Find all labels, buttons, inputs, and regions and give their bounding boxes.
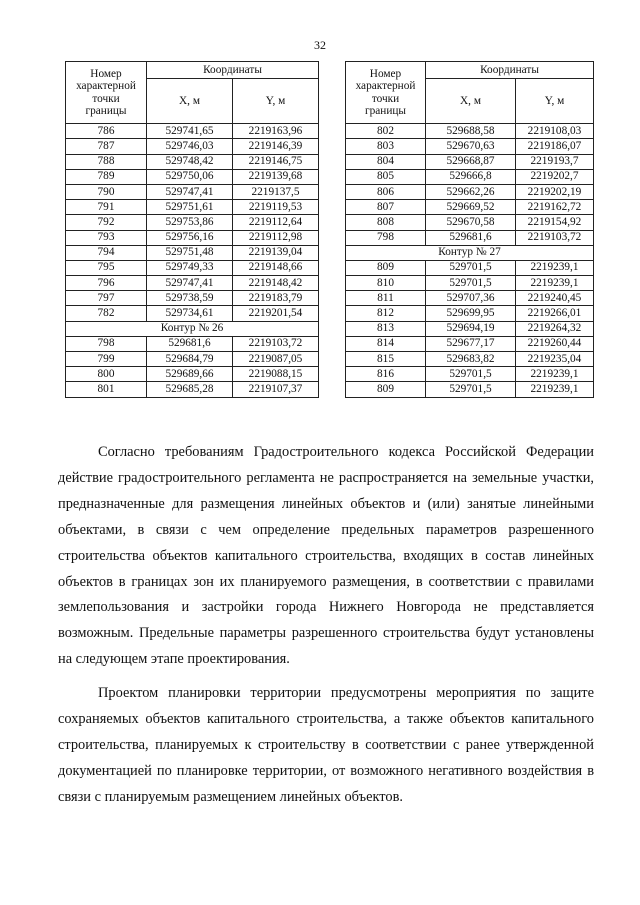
x-coordinate-cell: 529707,36 [426, 291, 516, 306]
point-number-cell: 816 [346, 367, 426, 382]
point-number-cell: 792 [66, 215, 147, 230]
y-coordinate-cell: 2219148,42 [233, 276, 319, 291]
table-row [346, 306, 594, 321]
y-coordinate-cell: 2219162,72 [516, 200, 594, 215]
header-x: X, м [147, 79, 233, 124]
y-coordinate-cell: 2219201,54 [233, 306, 319, 321]
point-number-cell: 814 [346, 336, 426, 351]
y-coordinate-cell: 2219240,45 [516, 291, 594, 306]
point-number-cell: 810 [346, 276, 426, 291]
x-coordinate-cell: 529753,86 [147, 215, 233, 230]
table-row [66, 382, 319, 397]
table-row [66, 184, 319, 199]
point-number-cell: 790 [66, 184, 147, 199]
page-number: 32 [314, 38, 326, 52]
x-coordinate-cell: 529670,63 [426, 139, 516, 154]
table-row [66, 336, 319, 351]
table-row [66, 124, 319, 139]
table-row [66, 230, 319, 245]
x-coordinate-cell: 529684,79 [147, 352, 233, 367]
point-number-cell: 791 [66, 200, 147, 215]
point-number-cell: 798 [346, 230, 426, 245]
y-coordinate-cell: 2219239,1 [516, 367, 594, 382]
x-coordinate-cell: 529689,66 [147, 367, 233, 382]
table-row [66, 245, 319, 260]
header-y: Y, м [516, 79, 594, 124]
table-body [346, 62, 594, 398]
x-coordinate-cell: 529670,58 [426, 215, 516, 230]
paragraph-protection-measures [58, 681, 594, 811]
y-coordinate-cell: 2219193,7 [516, 154, 594, 169]
point-number-cell: 796 [66, 276, 147, 291]
y-coordinate-cell: 2219266,01 [516, 306, 594, 321]
x-coordinate-cell: 529746,03 [147, 139, 233, 154]
header-coordinates: Координаты [147, 62, 319, 79]
contour-row [66, 321, 319, 336]
table-row [346, 169, 594, 184]
point-number-cell: 793 [66, 230, 147, 245]
point-number-cell: 800 [66, 367, 147, 382]
x-coordinate-cell: 529699,95 [426, 306, 516, 321]
x-coordinate-cell: 529756,16 [147, 230, 233, 245]
y-coordinate-cell: 2219139,04 [233, 245, 319, 260]
contour-label: Контур № 26 [66, 321, 319, 336]
x-coordinate-cell: 529666,8 [426, 169, 516, 184]
header-x: X, м [426, 79, 516, 124]
x-coordinate-cell: 529749,33 [147, 260, 233, 275]
point-number-cell: 797 [66, 291, 147, 306]
table-row [346, 184, 594, 199]
y-coordinate-cell: 2219146,39 [233, 139, 319, 154]
y-coordinate-cell: 2219239,1 [516, 260, 594, 275]
x-coordinate-cell: 529662,26 [426, 184, 516, 199]
table-row [66, 260, 319, 275]
table-row [346, 352, 594, 367]
y-coordinate-cell: 2219137,5 [233, 184, 319, 199]
x-coordinate-cell: 529738,59 [147, 291, 233, 306]
table-row [346, 215, 594, 230]
table-row [346, 382, 594, 397]
y-coordinate-cell: 2219119,53 [233, 200, 319, 215]
point-number-cell: 808 [346, 215, 426, 230]
y-coordinate-cell: 2219186,07 [516, 139, 594, 154]
point-number-cell: 803 [346, 139, 426, 154]
y-coordinate-cell: 2219239,1 [516, 382, 594, 397]
x-coordinate-cell: 529677,17 [426, 336, 516, 351]
y-coordinate-cell: 2219107,37 [233, 382, 319, 397]
table-row [66, 367, 319, 382]
paragraph-text: Согласно требованиям Градостроительного кодекса Российской Федерации действие градостроительного регламента не распространяется на земельные участки, предназначенные для размещения линейных объектов и (или) занятые линейными объектами, в связи с чем определение предельных параметров разрешенного строительства объектов капитального строительства, входящих в состав линейных объектов в границах зон их планируемого размещения, в соответствии с правилами землепользования и застройки города Нижнего Новгорода не представляется возможным. Предельные параметры разрешенного строительства будут установлены на следующем этапе проектирования. [58, 444, 594, 668]
table-row [346, 154, 594, 169]
y-coordinate-cell: 2219239,1 [516, 276, 594, 291]
y-coordinate-cell: 2219103,72 [233, 336, 319, 351]
y-coordinate-cell: 2219183,79 [233, 291, 319, 306]
x-coordinate-cell: 529683,82 [426, 352, 516, 367]
x-coordinate-cell: 529669,52 [426, 200, 516, 215]
table-row [346, 124, 594, 139]
table-body [66, 62, 319, 398]
y-coordinate-cell: 2219163,96 [233, 124, 319, 139]
header-point-number: Номер характерной точки границы [346, 62, 426, 124]
header-point-number: Номер характерной точки границы [66, 62, 147, 124]
table-row [346, 291, 594, 306]
point-number-cell: 789 [66, 169, 147, 184]
y-coordinate-cell: 2219146,75 [233, 154, 319, 169]
y-coordinate-cell: 2219087,05 [233, 352, 319, 367]
table-row [66, 200, 319, 215]
table-row [346, 230, 594, 245]
y-coordinate-cell: 2219139,68 [233, 169, 319, 184]
point-number-cell: 801 [66, 382, 147, 397]
coordinates-table-right [345, 61, 594, 398]
table-row [346, 367, 594, 382]
x-coordinate-cell: 529741,65 [147, 124, 233, 139]
point-number-cell: 788 [66, 154, 147, 169]
table-row [346, 139, 594, 154]
point-number-cell: 805 [346, 169, 426, 184]
y-coordinate-cell: 2219103,72 [516, 230, 594, 245]
point-number-cell: 795 [66, 260, 147, 275]
y-coordinate-cell: 2219108,03 [516, 124, 594, 139]
table-row [346, 321, 594, 336]
x-coordinate-cell: 529681,6 [147, 336, 233, 351]
y-coordinate-cell: 2219148,66 [233, 260, 319, 275]
y-coordinate-cell: 2219112,98 [233, 230, 319, 245]
table-header-row [66, 62, 319, 79]
table-row [66, 306, 319, 321]
point-number-cell: 812 [346, 306, 426, 321]
x-coordinate-cell: 529694,19 [426, 321, 516, 336]
x-coordinate-cell: 529748,42 [147, 154, 233, 169]
x-coordinate-cell: 529747,41 [147, 276, 233, 291]
table-row [66, 276, 319, 291]
point-number-cell: 794 [66, 245, 147, 260]
x-coordinate-cell: 529688,58 [426, 124, 516, 139]
point-number-cell: 815 [346, 352, 426, 367]
contour-row [346, 245, 594, 260]
x-coordinate-cell: 529751,61 [147, 200, 233, 215]
point-number-cell: 798 [66, 336, 147, 351]
point-number-cell: 809 [346, 382, 426, 397]
y-coordinate-cell: 2219202,19 [516, 184, 594, 199]
paragraph-regulation [58, 440, 594, 673]
point-number-cell: 809 [346, 260, 426, 275]
point-number-cell: 782 [66, 306, 147, 321]
table-row [66, 139, 319, 154]
contour-label: Контур № 27 [346, 245, 594, 260]
table-row [66, 352, 319, 367]
point-number-cell: 813 [346, 321, 426, 336]
x-coordinate-cell: 529734,61 [147, 306, 233, 321]
y-coordinate-cell: 2219154,92 [516, 215, 594, 230]
table-row [66, 169, 319, 184]
x-coordinate-cell: 529701,5 [426, 276, 516, 291]
x-coordinate-cell: 529701,5 [426, 382, 516, 397]
point-number-cell: 786 [66, 124, 147, 139]
table-row [346, 276, 594, 291]
coordinates-table-left [65, 61, 319, 398]
y-coordinate-cell: 2219088,15 [233, 367, 319, 382]
table-row [66, 154, 319, 169]
table-row [346, 260, 594, 275]
point-number-cell: 787 [66, 139, 147, 154]
x-coordinate-cell: 529701,5 [426, 367, 516, 382]
point-number-cell: 799 [66, 352, 147, 367]
x-coordinate-cell: 529751,48 [147, 245, 233, 260]
x-coordinate-cell: 529668,87 [426, 154, 516, 169]
table-row [66, 291, 319, 306]
point-number-cell: 802 [346, 124, 426, 139]
paragraph-text: Проектом планировки территории предусмотрены мероприятия по защите сохраняемых объектов капитального строительства, а также объектов капитального строительства, планируемых к строительству в соответствии с ранее утвержденной документацией по планировке территории, от возможного негативного воздействия в связи с планируемым размещением линейных объектов. [58, 685, 594, 805]
x-coordinate-cell: 529701,5 [426, 260, 516, 275]
y-coordinate-cell: 2219260,44 [516, 336, 594, 351]
point-number-cell: 804 [346, 154, 426, 169]
y-coordinate-cell: 2219112,64 [233, 215, 319, 230]
y-coordinate-cell: 2219235,04 [516, 352, 594, 367]
header-y: Y, м [233, 79, 319, 124]
y-coordinate-cell: 2219264,32 [516, 321, 594, 336]
x-coordinate-cell: 529685,28 [147, 382, 233, 397]
point-number-cell: 806 [346, 184, 426, 199]
table-row [66, 215, 319, 230]
x-coordinate-cell: 529747,41 [147, 184, 233, 199]
table-row [346, 336, 594, 351]
table-header-row [346, 62, 594, 79]
header-coordinates: Координаты [426, 62, 594, 79]
table-row [346, 200, 594, 215]
y-coordinate-cell: 2219202,7 [516, 169, 594, 184]
x-coordinate-cell: 529681,6 [426, 230, 516, 245]
point-number-cell: 807 [346, 200, 426, 215]
point-number-cell: 811 [346, 291, 426, 306]
x-coordinate-cell: 529750,06 [147, 169, 233, 184]
